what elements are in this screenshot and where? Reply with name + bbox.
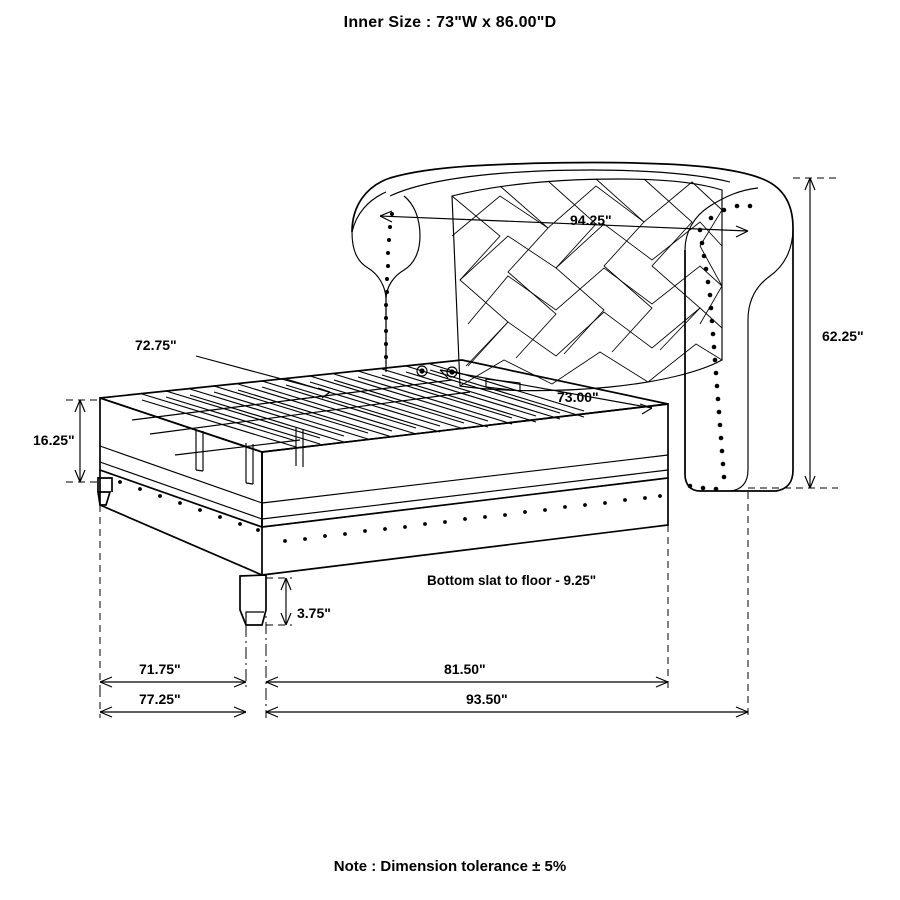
dim-inner-depth: 81.50" xyxy=(444,661,486,677)
dim-headboard-width: 94.25" xyxy=(570,212,612,228)
dim-overall-height: 62.25" xyxy=(822,328,864,344)
dim-side-lower: 77.25" xyxy=(139,691,181,707)
page-title: Inner Size : 73"W x 86.00"D xyxy=(343,14,557,31)
dim-inner-width: 73.00" xyxy=(557,389,599,405)
dim-outer-depth: 93.50" xyxy=(466,691,508,707)
dim-slat-width: 72.75" xyxy=(135,337,177,353)
tolerance-note: Note : Dimension tolerance ± 5% xyxy=(333,858,567,875)
dim-rail-height: 16.25" xyxy=(33,432,75,448)
dim-side-upper: 71.75" xyxy=(139,661,181,677)
dim-leg-height: 3.75" xyxy=(297,605,331,621)
note-bottom-slat-to-floor: Bottom slat to floor - 9.25" xyxy=(427,573,597,588)
